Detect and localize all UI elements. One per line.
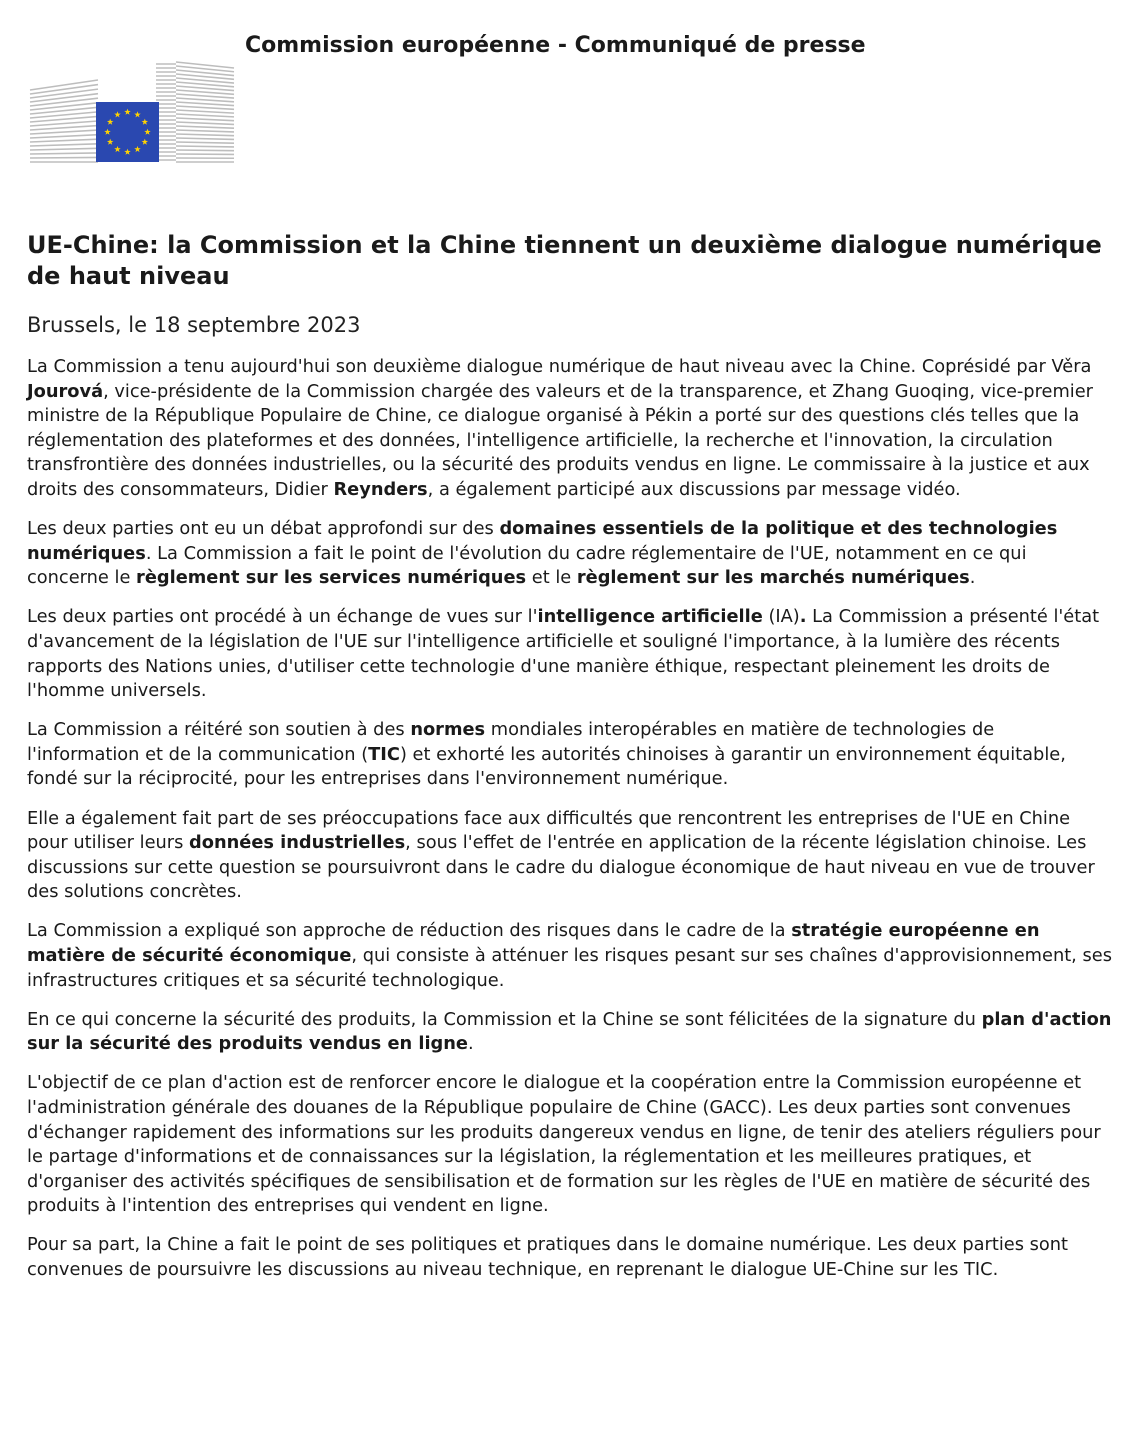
- text-run: Les deux parties ont eu un débat approfondi sur des: [27, 518, 500, 540]
- text-run: Les deux parties ont procédé à un échange de vues sur l': [27, 606, 538, 628]
- text-run: mondiales interopérables en matière de technologies de l'information et de la communication (: [27, 719, 995, 765]
- body-paragraph: [27, 807, 1112, 905]
- bold-text: Jourová: [27, 380, 104, 402]
- bold-text: règlement sur les services numériques: [136, 567, 527, 589]
- document-header: Commission européenne - Communiqué de presse: [245, 33, 866, 58]
- bold-text: intelligence artificielle: [537, 606, 763, 628]
- bold-text: domaines essentiels de la politique et des technologies numériques: [27, 518, 1058, 564]
- text-run: , vice-présidente de la Commission chargée des valeurs et de la transparence, et Zhang Guoqing, vice-premier ministre de la République Populaire de Chine, ce dialogue organisé à Pékin a porté sur des questions clés telles que la réglementation des plateformes et des données, l'intelligence artificielle, la recherche et l'innovation, la circulation transfrontière des données industrielles, ou la sécurité des produits vendus en ligne. Le commissaire à la justice et aux droits des consommateurs, Didier: [27, 380, 1093, 500]
- bold-text: plan d'action sur la sécurité des produits vendus en ligne: [27, 1008, 1112, 1055]
- body-paragraph: [27, 1233, 1112, 1282]
- bold-text: stratégie européenne en matière de sécurité économique: [27, 920, 1040, 966]
- bold-text: normes: [410, 719, 486, 741]
- text-run: Elle a également fait part de ses préoccupations face aux difficultés que rencontrent les entreprises de l'UE en Chine pour utiliser leurs: [27, 807, 1071, 854]
- bold-text: .: [799, 606, 807, 628]
- bold-text: TIC: [368, 743, 400, 765]
- text-run: Pour sa part, la Chine a fait le point de ses politiques et pratiques dans le domaine numérique. Les deux parties sont convenues de poursuivre les discussions au niveau technique, en reprenant le dialogue UE-Chine sur les TIC.: [27, 1234, 1069, 1280]
- text-run: En ce qui concerne la sécurité des produits, la Commission et la Chine se sont félicitées de la signature du: [27, 1008, 982, 1030]
- bold-text: données industrielles: [189, 832, 406, 854]
- text-run: La Commission a expliqué son approche de réduction des risques dans le cadre de la: [27, 920, 792, 942]
- text-run: La Commission a tenu aujourd'hui son deuxième dialogue numérique de haut niveau avec la Chine. Coprésidé par Věra: [27, 356, 1092, 377]
- text-run: (IA): [762, 606, 800, 628]
- text-run: .: [468, 1033, 474, 1055]
- text-run: L'objectif de ce plan d'action est de renforcer encore le dialogue et la coopération entre la Commission européenne et l'administration générale des douanes de la République populaire de Chine (GACC). Les deux parties sont convenues d'échanger rapidement des informations sur les produits dangereux vendus en ligne, de tenir des ateliers réguliers pour le partage d'informations et de connaissances sur la législation, la réglementation et les meilleures pratiques, et d'organiser des activités spécifiques de sensibilisation et de formation sur les règles de l'UE en matière de sécurité des produits à l'intention des entreprises qui vendent en ligne.: [27, 1072, 1101, 1217]
- body-paragraph: [27, 1071, 1112, 1219]
- dateline: Brussels, le 18 septembre 2023: [27, 313, 361, 337]
- body-paragraph: [27, 517, 1112, 591]
- text-run: , sous l'effet de l'entrée en application de la récente législation chinoise. Les discussions sur cette question se poursuivront dans le cadre du dialogue économique de haut niveau en vue de trouver des solutions concrètes.: [27, 832, 1095, 903]
- text-run: La Commission a réitéré son soutien à des: [27, 719, 411, 741]
- body-paragraph: [27, 1008, 1112, 1057]
- text-run: . La Commission a fait le point de l'évolution du cadre réglementaire de l'UE, notamment en ce qui concerne le: [27, 542, 1027, 589]
- body-paragraph: [27, 355, 1112, 503]
- body-paragraph: [27, 718, 1112, 792]
- text-run: et le: [526, 567, 577, 589]
- text-run: , qui consiste à atténuer les risques pesant sur ses chaînes d'approvisionnement, ses infrastructures critiques et sa sécurité technologique.: [27, 944, 1112, 991]
- page-title: UE-Chine: la Commission et la Chine tiennent un deuxième dialogue numérique de haut niveau: [27, 231, 1102, 290]
- body-paragraph: [27, 605, 1112, 703]
- text-run: .: [969, 567, 976, 589]
- text-run: , a également participé aux discussions par message vidéo.: [427, 478, 961, 500]
- bold-text: Reynders: [333, 478, 428, 500]
- body-paragraph: [27, 919, 1112, 993]
- bold-text: règlement sur les marchés numériques: [576, 567, 970, 589]
- text-run: La Commission a présenté l'état d'avancement de la législation de l'UE sur l'intelligence artificielle et souligné l'importance, à la lumière des récents rapports des Nations unies, d'utiliser cette technologie d'une manière éthique, respectant pleinement les droits de l'homme universels.: [27, 606, 1100, 702]
- european-commission-logo-icon: [28, 60, 238, 170]
- text-run: ) et exhorté les autorités chinoises à garantir un environnement équitable, fondé sur la réciprocité, pour les entreprises dans l'environnement numérique.: [27, 743, 1066, 790]
- article-body: [27, 355, 1112, 1297]
